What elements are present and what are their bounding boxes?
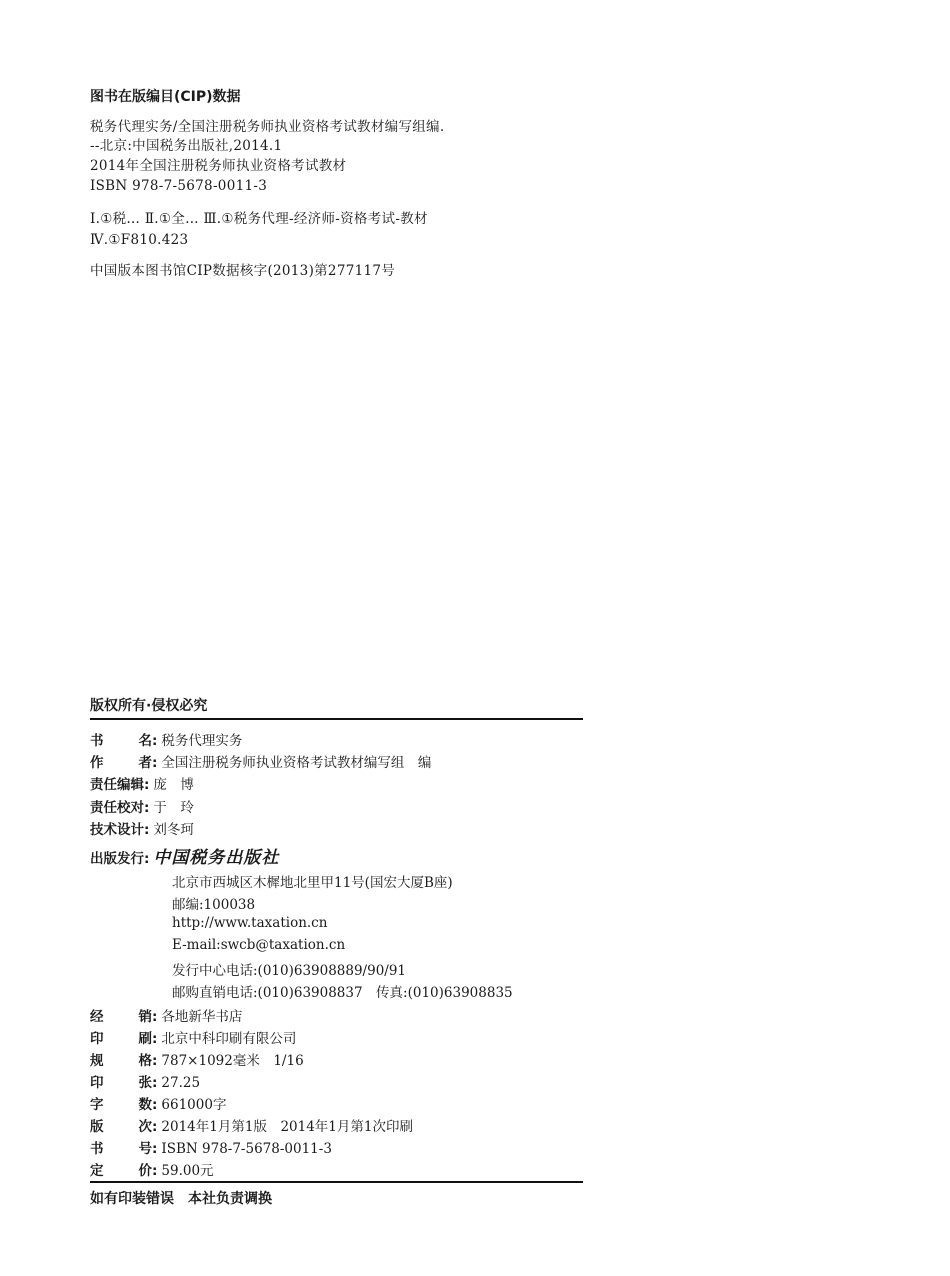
row-sheets: 印 张 : 27.25 [90,1075,201,1091]
cip-title: 图书在版编目(CIP)数据 [90,89,241,105]
publisher-email: E-mail:swcb@taxation.cn [172,937,346,953]
book-title-value: 税务代理实务 [161,733,243,749]
proofreader-value: 于 玲 [153,800,194,816]
cip-line-record-number: 中国版本图书馆CIP数据核字(2013)第277117号 [90,263,396,279]
row-word-count: 字 数 : 661000字 [90,1097,227,1113]
publisher-postcode: 邮编:100038 [172,897,256,913]
copyright-heading: 版权所有·侵权必究 [90,698,208,714]
cip-line-isbn: ISBN 978-7-5678-0011-3 [90,178,268,194]
cip-line-classification: Ⅰ.①税… Ⅱ.①全… Ⅲ.①税务代理-经济师-资格考试-教材 [90,211,428,227]
row-proofreader: 责任校对: 于 玲 [90,800,194,816]
row-price: 定 价 : 59.00元 [90,1163,214,1179]
publisher-logo: 中国税务出版社 [153,848,280,868]
row-printer: 印 刷 : 北京中科印刷有限公司 [90,1031,297,1047]
row-distributor: 经 销 : 各地新华书店 [90,1009,243,1025]
cip-line-book-info: 税务代理实务/全国注册税务师执业资格考试教材编写组编. [90,119,445,135]
row-isbn: 书 号 : ISBN 978-7-5678-0011-3 [90,1141,332,1157]
publisher-address: 北京市西城区木樨地北里甲11号(国宏大厦B座) [172,875,453,891]
row-edition: 版 次 : 2014年1月第1版 2014年1月第1次印刷 [90,1119,413,1135]
publisher-mailorder-phone: 邮购直销电话:(010)63908837 传真:(010)63908835 [172,985,513,1001]
publisher-sales-phone: 发行中心电话:(010)63908889/90/91 [172,963,407,979]
author-value: 全国注册税务师执业资格考试教材编写组 编 [161,755,432,771]
row-format: 规 格 : 787×1092毫米 1/16 [90,1053,304,1069]
cip-line-series: 2014年全国注册税务师执业资格考试教材 [90,158,347,174]
top-rule [90,718,583,720]
bottom-rule [90,1181,583,1183]
row-author: 作 者 : 全国注册税务师执业资格考试教材编写组 编 [90,755,432,771]
cip-line-clc: Ⅳ.①F810.423 [90,232,189,248]
editor-value: 庞 博 [153,777,194,793]
row-publisher: 出版发行: 中国税务出版社 [90,848,280,868]
row-designer: 技术设计: 刘冬珂 [90,822,194,838]
row-editor: 责任编辑: 庞 博 [90,777,194,793]
row-book-title: 书 名 : 税务代理实务 [90,733,243,749]
designer-value: 刘冬珂 [153,822,194,838]
cip-line-publisher: --北京:中国税务出版社,2014.1 [90,138,283,154]
footer-notice: 如有印装错误 本社负责调换 [90,1191,272,1207]
publisher-website: http://www.taxation.cn [172,915,328,931]
